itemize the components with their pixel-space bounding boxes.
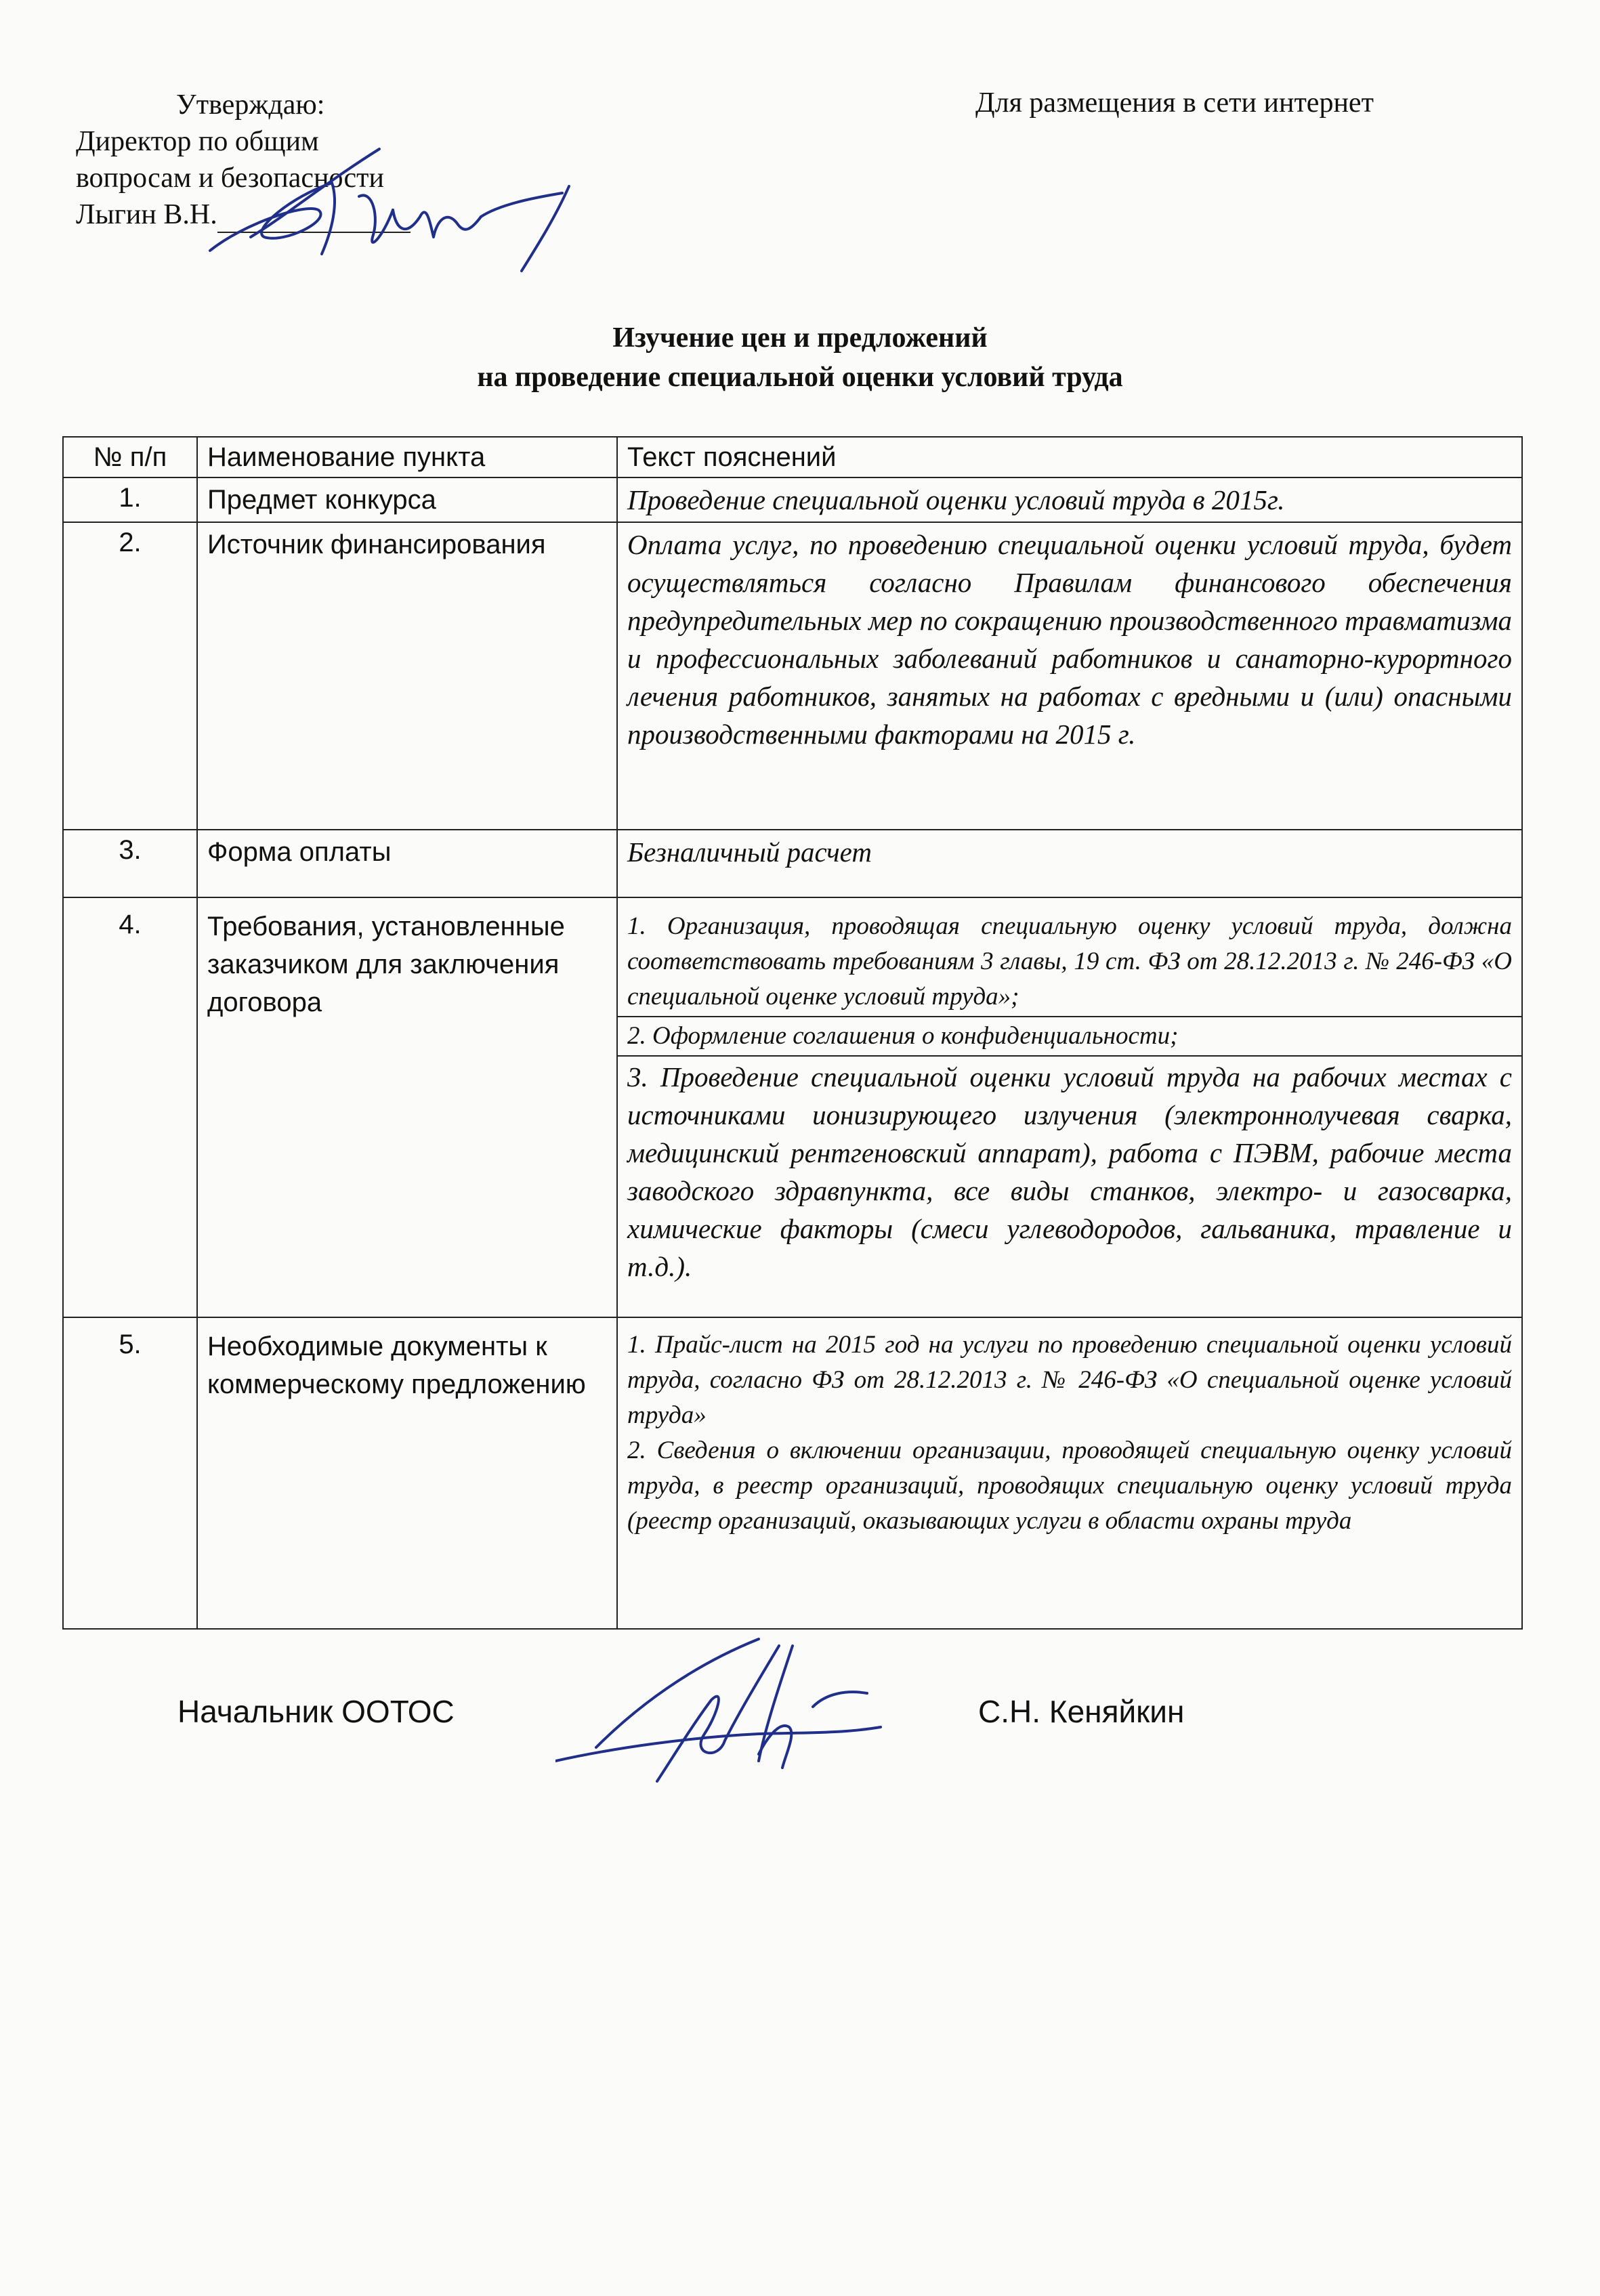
row-number: 4. xyxy=(63,897,197,1317)
row-text: Проведение специальной оценки условий труда в 2015г. xyxy=(617,477,1522,522)
footer-position: Начальник ООТОС xyxy=(177,1694,455,1729)
row-text: Оплата услуг, по проведению специальной оценки условий труда, будет осуществляться согласно Правилам финансового обеспечения предупредительных мер по сокращению производственного травматизма и профессиональных заболеваний работников и санаторно-курортного лечения работников, занятых на работах с вредными и (или) опасными производственными факторами на 2015 г. xyxy=(617,522,1522,830)
table-row xyxy=(63,897,1522,1317)
head-signature xyxy=(555,1625,908,1802)
table-row xyxy=(63,477,1522,522)
row-name: Источник финансирования xyxy=(197,522,617,830)
document-item: 2. Сведения о включении организации, проводящей специальную оценку условий труда, в реестр организаций, проводящих специальную оценку условий труда (реестр организаций, оказывающих услуги в области охраны труда xyxy=(627,1437,1512,1535)
requirement-item: 3. Проведение специальной оценки условий труда на рабочих местах с источниками ионизирующего излучения (электроннолучевая сварка, медицинский рентгеновский аппарат), работа с ПЭВМ, рабочие места заводского здравпункта, все виды станков, электро- и газосварка, химические факторы (смеси углеводородов, гальваника, травление и т.д.). xyxy=(618,1055,1521,1287)
requirement-item: 2. Оформление соглашения о конфиденциальности; xyxy=(618,1016,1521,1055)
header-item-name: Наименование пункта xyxy=(197,437,617,477)
row-items xyxy=(617,897,1522,1317)
approve-position-line2: вопросам и безопасности xyxy=(76,163,384,194)
header-explanation: Текст пояснений xyxy=(617,437,1522,477)
table-row xyxy=(63,522,1522,830)
row-name: Необходимые документы к коммерческому предложению xyxy=(197,1317,617,1629)
approve-title: Утверждаю: xyxy=(176,89,325,121)
director-signature xyxy=(203,135,583,284)
main-table xyxy=(62,436,1523,1630)
row-number: 1. xyxy=(63,477,197,522)
row-items xyxy=(617,1317,1522,1629)
row-number: 2. xyxy=(63,522,197,830)
internet-note: Для размещения в сети интернет xyxy=(975,87,1374,119)
row-name: Форма оплаты xyxy=(197,830,617,897)
approve-position-line1: Директор по общим xyxy=(76,126,319,157)
title-line1: Изучение цен и предложений xyxy=(612,322,988,354)
row-number: 3. xyxy=(63,830,197,897)
document-title xyxy=(0,318,1600,397)
footer-name: С.Н. Кеняйкин xyxy=(978,1694,1185,1729)
table-row xyxy=(63,830,1522,897)
header-number: № п/п xyxy=(63,437,197,477)
requirement-item: 1. Организация, проводящая специальную оценку условий труда, должна соответствовать требованиям 3 главы, 19 ст. ФЗ от 28.12.2013 г. № 246-ФЗ «О специальной оценке условий труда»; xyxy=(627,912,1512,1011)
table-header-row xyxy=(63,437,1522,477)
row-number: 5. xyxy=(63,1317,197,1629)
row-text: Безналичный расчет xyxy=(617,830,1522,897)
document-item: 1. Прайс-лист на 2015 год на услуги по проведению специальной оценки условий труда, согласно ФЗ от 28.12.2013 г. № 246-ФЗ «О специальной оценке условий труда» xyxy=(627,1331,1512,1429)
approve-name: Лыгин В.Н. xyxy=(76,199,217,230)
row-name: Предмет конкурса xyxy=(197,477,617,522)
title-line2: на проведение специальной оценки условий труда xyxy=(477,362,1123,393)
row-name: Требования, установленные заказчиком для заключения договора xyxy=(197,897,617,1317)
table-row xyxy=(63,1317,1522,1629)
